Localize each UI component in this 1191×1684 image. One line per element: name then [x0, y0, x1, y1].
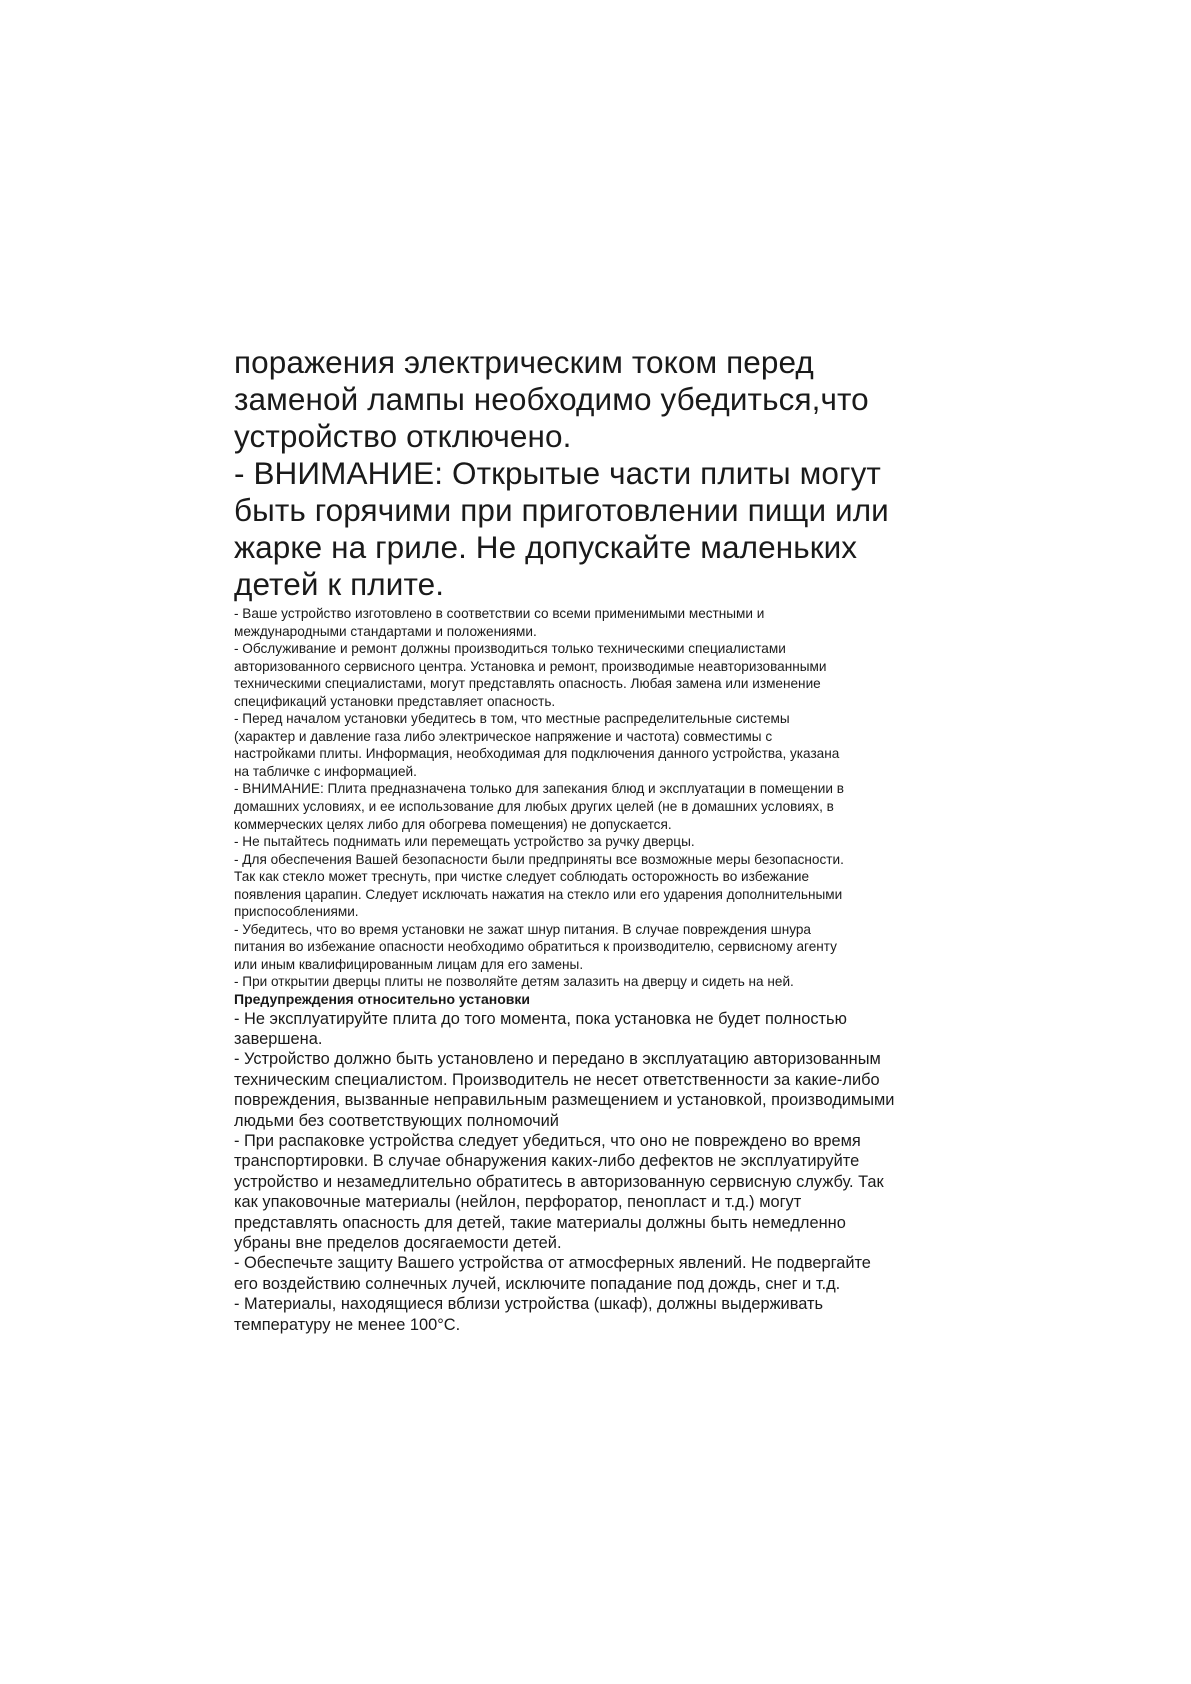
safety-list — [234, 605, 974, 991]
warning-paragraph-lamp: поражения электрическим током перед заменой лампы необходимо убедиться,что устройство отключено. — [234, 344, 869, 454]
safety-item-glass: - Для обеспечения Вашей безопасности были предприняты все возможные меры безопасности. Так как стекло может треснуть, при чистке следует соблюдать осторожность во избежание появления царапин. Следует исключать нажатия на стекло или его ударения дополнительными приспособлениями. — [234, 851, 844, 920]
safety-item-compatibility: - Перед началом установки убедитесь в том, что местные распределительные системы (характер и давление газа либо электрическое напряжение и частота) совместимы с настройками плиты. Информация, необходимая для подключения данного устройства, указана на табличке с информацией. — [234, 711, 840, 779]
safety-item-children-door: - При открытии дверцы плиты не позволяйте детям залазить на дверцу и сидеть на ней. — [234, 974, 794, 990]
installation-list — [234, 1009, 974, 1336]
warning-paragraph-hot-parts: - ВНИМАНИЕ: Открытые части плиты могут быть горячими при приготовлении пищи или жарке на гриле. Не допускайте маленьких детей к плите. — [234, 455, 889, 602]
safety-item-door-handle: - Не пытайтесь поднимать или перемещать устройство за ручку дверцы. — [234, 834, 695, 850]
page-content — [234, 344, 974, 1335]
safety-item-power-cord: - Убедитесь, что во время установки не зажат шнур питания. В случае повреждения шнура питания во избежание опасности необходимо обратиться к производителю, сервисному агенту или иным квалифицированным лицам для его замены. — [234, 921, 837, 972]
safety-item-service: - Обслуживание и ремонт должны производиться только техническими специалистами авторизованного сервисного центра. Установка и ремонт, производимые неавторизованными техническими специалистами, могут представлять опасность. Любая замена или изменение спецификаций установки представляет опасность. — [234, 641, 827, 709]
installation-item-weather: - Обеспечьте защиту Вашего устройства от атмосферных явлений. Не подвергайте его воздействию солнечных лучей, исключите попадание под дождь, снег и т.д. — [234, 1254, 871, 1293]
safety-item-standards: - Ваше устройство изготовлено в соответствии со всеми применимыми местными и международными стандартами и положениями. — [234, 606, 765, 639]
installation-heading: Предупреждения относительно установки — [234, 991, 530, 1008]
installation-item-unpacking: - При распаковке устройства следует убедиться, что оно не повреждено во время транспортировки. В случае обнаружения каких-либо дефектов не эксплуатируйте устройство и незамедлительно обратитесь в авторизованную сервисную службу. Так как упаковочные материалы (нейлон, перфоратор, пенопласт и т.д.) могут представлять опасность для детей, такие материалы должны быть немедленно убраны вне пределов досягаемости детей. — [234, 1131, 884, 1252]
safety-item-domestic-use: - ВНИМАНИЕ: Плита предназначена только для запекания блюд и эксплуатации в помещении в домашних условиях, и ее использование для любых других целей (не в домашних условиях, в коммерческих целях либо для обогрева помещения) не допускается. — [234, 781, 844, 832]
installation-item-materials: - Материалы, находящиеся вблизи устройства (шкаф), должны выдерживать температуру не менее 100°C. — [234, 1295, 824, 1334]
installation-item-complete: - Не эксплуатируйте плита до того момента, пока установка не будет полностью завершена. — [234, 1009, 847, 1048]
installation-item-authorized: - Устройство должно быть установлено и передано в эксплуатацию авторизованным техническим специалистом. Производитель не несет ответственности за какие-либо повреждения, вызванные неправильным размещением и установкой, производимыми людьми без соответствующих полномочий — [234, 1050, 895, 1130]
